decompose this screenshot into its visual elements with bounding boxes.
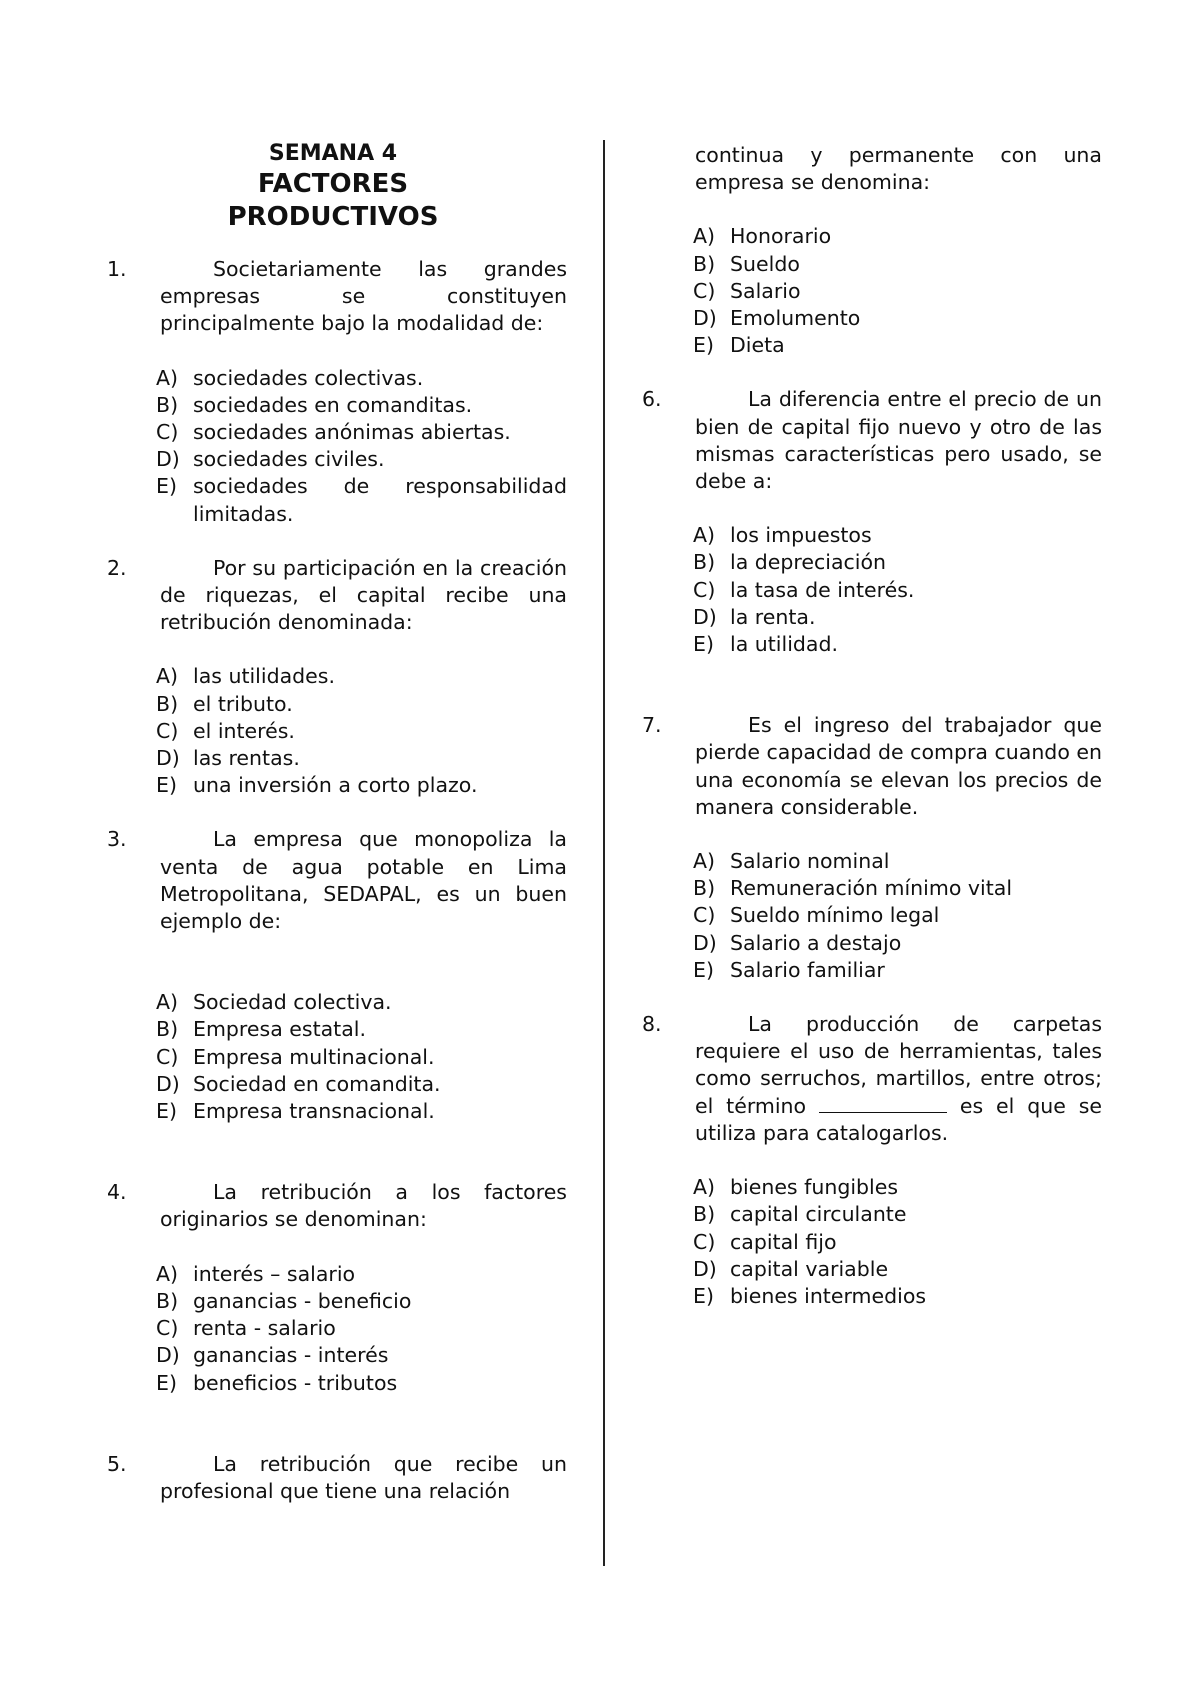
question-number: 1. (107, 257, 127, 281)
option-e (693, 631, 1102, 658)
option-text: sociedades anónimas abiertas. (193, 420, 511, 445)
option-letter: C) (156, 420, 179, 445)
option-letter: D) (156, 447, 180, 472)
option-text: capital variable (730, 1256, 889, 1281)
question-number: 3. (107, 827, 127, 852)
option-letter: B) (693, 550, 716, 575)
option-letter: C) (693, 903, 716, 928)
option-e (693, 332, 1102, 359)
option-letter: B) (156, 1017, 179, 1042)
option-text: Remuneración mínimo vital (730, 876, 1013, 901)
question-stem: Es el ingreso del trabajador que pierde capacidad de compra cuando en una economía se elevan los precios de manera considerable. (695, 713, 1102, 819)
option-d (156, 446, 567, 473)
option-c (693, 577, 1102, 604)
question-stem: La diferencia entre el precio de un bien de capital fijo nuevo y otro de las mismas características pero usado, se debe a: (695, 387, 1102, 494)
option-letter: B) (156, 691, 179, 716)
question-5-continued (642, 142, 1102, 359)
option-letter: A) (693, 224, 716, 249)
option-letter: E) (693, 1283, 714, 1308)
option-c (156, 1315, 567, 1342)
question-stem: La retribución que recibe un profesional que tiene una relación (160, 1451, 567, 1503)
option-letter: A) (156, 1261, 179, 1286)
option-text: Salario a destajo (730, 930, 902, 955)
option-text: Emolumento (730, 306, 861, 331)
option-a (156, 989, 567, 1016)
option-letter: D) (693, 604, 717, 629)
option-letter: E) (156, 474, 177, 499)
option-text: interés – salario (193, 1261, 356, 1286)
option-letter: D) (156, 1071, 180, 1096)
question-3 (107, 826, 567, 1125)
option-letter: B) (156, 392, 179, 417)
question-stem: Por su participación en la creación de riquezas, el capital recibe una retribución denominada: (160, 555, 567, 635)
option-b (693, 549, 1102, 576)
option-letter: C) (693, 577, 716, 602)
option-letter: E) (693, 333, 714, 358)
option-text: Empresa estatal. (193, 1017, 366, 1042)
option-b (693, 251, 1102, 278)
option-d (156, 1342, 567, 1369)
option-a (693, 223, 1102, 250)
question-2 (107, 555, 567, 800)
option-b (156, 1016, 567, 1043)
option-a (693, 1174, 1102, 1201)
option-a (156, 663, 567, 690)
option-text: el tributo. (193, 691, 293, 716)
option-text: las rentas. (193, 746, 300, 771)
option-e (156, 1370, 567, 1397)
option-letter: A) (693, 849, 716, 874)
option-text: la tasa de interés. (730, 577, 915, 602)
option-text: sociedades en comanditas. (193, 392, 473, 417)
option-d (693, 305, 1102, 332)
option-text: Sociedad colectiva. (193, 990, 392, 1015)
fill-in-blank-line (819, 1094, 947, 1113)
question-stem-part-2: es el que se utiliza para catalogarlos. (695, 1093, 1102, 1145)
option-letter: B) (693, 1202, 716, 1227)
option-letter: D) (693, 306, 717, 331)
option-text: Honorario (730, 224, 832, 249)
option-letter: A) (156, 365, 179, 390)
right-column (642, 142, 1102, 1310)
option-letter: C) (156, 1044, 179, 1069)
option-d (693, 930, 1102, 957)
question-stem-continued: continua y permanente con una empresa se denomina: (695, 143, 1102, 195)
option-text: los impuestos (730, 523, 872, 548)
option-b (156, 1288, 567, 1315)
option-b (693, 1201, 1102, 1228)
page-heading (99, 140, 567, 234)
option-letter: D) (693, 1256, 717, 1281)
option-letter: A) (156, 990, 179, 1015)
option-letter: E) (693, 957, 714, 982)
option-list (693, 848, 1102, 984)
option-text: las utilidades. (193, 664, 335, 689)
option-list (156, 663, 567, 799)
option-text: bienes fungibles (730, 1175, 899, 1200)
option-letter: B) (693, 876, 716, 901)
option-letter: B) (156, 1288, 179, 1313)
option-text: Salario (730, 278, 801, 303)
option-text: Dieta (730, 333, 785, 358)
option-text: Sueldo mínimo legal (730, 903, 940, 928)
option-text: la renta. (730, 604, 816, 629)
option-text: la depreciación (730, 550, 887, 575)
question-number: 7. (642, 713, 662, 738)
option-list (156, 989, 567, 1125)
option-text: capital fijo (730, 1229, 837, 1254)
option-d (693, 604, 1102, 631)
option-text: Empresa transnacional. (193, 1099, 435, 1124)
question-number: 5. (107, 1451, 127, 1476)
option-d (156, 1071, 567, 1098)
option-text: Sociedad en comandita. (193, 1071, 441, 1096)
option-letter: A) (693, 523, 716, 548)
title-line-2: PRODUCTIVOS (227, 202, 439, 232)
option-list (156, 1261, 567, 1397)
option-b (156, 392, 567, 419)
option-a (693, 848, 1102, 875)
option-letter: D) (156, 1343, 180, 1368)
option-text: sociedades de responsabilidad limitadas. (193, 474, 567, 526)
option-text: renta - salario (193, 1316, 336, 1341)
option-letter: D) (156, 746, 180, 771)
option-c (156, 1044, 567, 1071)
option-letter: C) (156, 718, 179, 743)
question-number: 8. (642, 1012, 662, 1037)
option-e (156, 1098, 567, 1125)
option-a (156, 365, 567, 392)
option-letter: C) (693, 278, 716, 303)
option-text: ganancias - beneficio (193, 1288, 412, 1313)
option-letter: E) (156, 1099, 177, 1124)
option-text: una inversión a corto plazo. (193, 773, 478, 798)
option-c (156, 718, 567, 745)
option-c (693, 902, 1102, 929)
left-column (107, 140, 567, 1505)
question-number: 4. (107, 1180, 127, 1205)
question-stem (695, 1011, 1102, 1147)
option-letter: C) (156, 1316, 179, 1341)
option-c (693, 278, 1102, 305)
option-text: el interés. (193, 718, 295, 743)
question-stem: La empresa que monopoliza la venta de agua potable en Lima Metropolitana, SEDAPAL, es un buen ejemplo de: (160, 827, 567, 934)
question-number: 6. (642, 387, 662, 412)
option-b (693, 875, 1102, 902)
option-letter: E) (156, 773, 177, 798)
option-letter: E) (693, 632, 714, 657)
option-e (156, 772, 567, 799)
option-c (693, 1229, 1102, 1256)
question-stem: La retribución a los factores originarios se denominan: (160, 1180, 567, 1232)
question-number: 2. (107, 555, 127, 580)
option-text: Empresa multinacional. (193, 1044, 435, 1069)
option-list (156, 365, 567, 528)
option-letter: C) (693, 1229, 716, 1254)
option-text: beneficios - tributos (193, 1370, 398, 1395)
option-text: sociedades civiles. (193, 447, 385, 472)
option-text: Salario nominal (730, 849, 890, 874)
option-list (693, 223, 1102, 359)
option-letter: D) (693, 930, 717, 955)
question-1 (107, 256, 567, 528)
option-text: capital circulante (730, 1202, 907, 1227)
question-4 (107, 1179, 567, 1396)
option-list (693, 1174, 1102, 1310)
question-stem: Societariamente las grandes empresas se constituyen principalmente bajo la modalidad de: (160, 257, 567, 336)
option-text: Sueldo (730, 251, 800, 276)
option-d (693, 1256, 1102, 1283)
option-letter: A) (693, 1175, 716, 1200)
option-text: Salario familiar (730, 957, 885, 982)
question-6 (642, 386, 1102, 658)
title-line-1: FACTORES (257, 169, 409, 199)
question-7 (642, 712, 1102, 984)
option-text: bienes intermedios (730, 1283, 927, 1308)
option-letter: E) (156, 1370, 177, 1395)
option-a (156, 1261, 567, 1288)
option-c (156, 419, 567, 446)
option-text: ganancias - interés (193, 1343, 389, 1368)
option-b (156, 691, 567, 718)
week-label: SEMANA 4 (268, 141, 398, 166)
option-d (156, 745, 567, 772)
option-text: la utilidad. (730, 632, 838, 657)
question-5 (107, 1451, 567, 1505)
option-letter: A) (156, 664, 179, 689)
question-stem-part-1: La producción de carpetas requiere el uso de herramientas, tales como serruchos, martillos, entre otros; el término (695, 1012, 1102, 1118)
option-e (156, 473, 567, 527)
option-list (693, 522, 1102, 658)
column-divider (603, 140, 605, 1566)
option-e (693, 1283, 1102, 1310)
option-text: sociedades colectivas. (193, 365, 424, 390)
question-8 (642, 1011, 1102, 1310)
option-letter: B) (693, 251, 716, 276)
option-e (693, 957, 1102, 984)
option-a (693, 522, 1102, 549)
